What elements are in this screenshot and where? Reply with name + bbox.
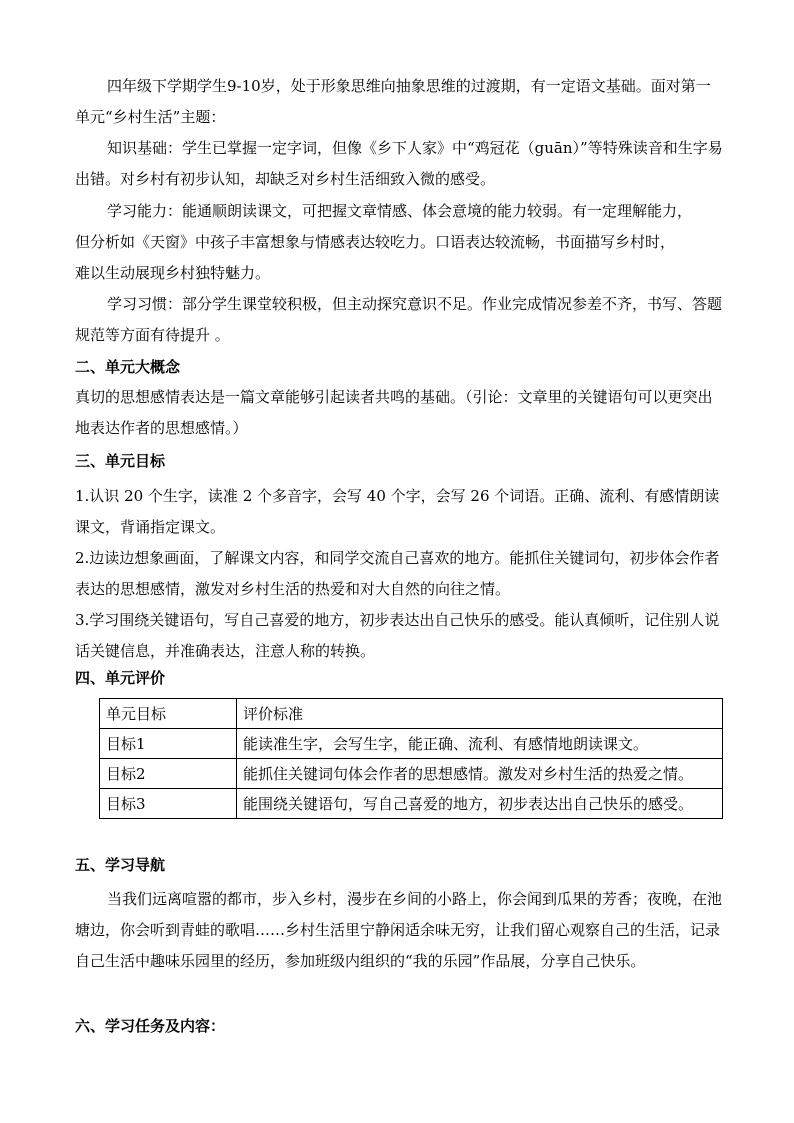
section-heading-unit-goals: 三、单元目标 xyxy=(75,452,166,470)
section-heading-learning-tasks: 六、学习任务及内容： xyxy=(75,1017,226,1035)
table-row xyxy=(100,729,723,759)
table-header-row xyxy=(100,699,723,729)
intro-paragraph-ability-line2: 但分析如《天窗》中孩子丰富想象与情感表达较吃力。口语表达较流畅，书面描写乡村时， xyxy=(75,233,676,251)
table-cell-goal: 目标2 xyxy=(100,759,237,789)
section-heading-learning-navigation: 五、学习导航 xyxy=(75,856,166,874)
unit-goal-3: 3.学习围绕关键语句，写自己喜爱的地方，初步表达出自己快乐的感受。能认真倾听，记住别人说话关键信息，并准确表达，注意人称的转换。 xyxy=(75,611,720,660)
table-row xyxy=(100,789,723,819)
intro-paragraph-ability-line1: 学习能力：能通顺朗读课文，可把握文章情感、体会意境的能力较弱。有一定理解能力， xyxy=(107,202,693,220)
table-cell-criteria: 能围绕关键语句，写自己喜爱的地方，初步表达出自己快乐的感受。 xyxy=(237,789,723,819)
section-heading-big-concept: 二、单元大概念 xyxy=(75,358,181,376)
table-cell-goal: 目标3 xyxy=(100,789,237,819)
table-cell-criteria: 能抓住关键词句体会作者的思想感情。激发对乡村生活的热爱之情。 xyxy=(237,759,723,789)
learning-navigation-text: 当我们远离喧嚣的都市，步入乡村，漫步在乡间的小路上，你会闻到瓜果的芳香；夜晚，在池塘边，你会听到青蛙的歌唱……乡村生活里宁静闲适余味无穷，让我们留心观察自己的生活，记录自己生活中趣味乐园里的经历，参加班级内组织的“我的乐园”作品展，分享自己快乐。 xyxy=(75,890,723,970)
intro-paragraph-knowledge: 知识基础：学生已掌握一定字词，但像《乡下人家》中“鸡冠花（guān）”等特殊读音和生字易出错。对乡村有初步认知，却缺乏对乡村生活细致入微的感受。 xyxy=(75,139,723,188)
big-concept-text: 真切的思想感情表达是一篇文章能够引起读者共鸣的基础。（引论：文章里的关键语句可以更突出地表达作者的思想感情。） xyxy=(75,388,713,437)
unit-goal-1: 1.认识 20 个生字，读准 2 个多音字，会写 40 个字，会写 26 个词语。正确、流利、有感情朗读课文，背诵指定课文。 xyxy=(75,487,720,536)
evaluation-table xyxy=(99,698,723,819)
table-cell-goal: 目标1 xyxy=(100,729,237,759)
table-header-cell: 评价标准 xyxy=(237,699,723,729)
intro-paragraph-habits: 学习习惯：部分学生课堂较积极，但主动探究意识不足。作业完成情况参差不齐，书写、答题规范等方面有待提升 。 xyxy=(75,295,723,344)
intro-paragraph-1: 四年级下学期学生9-10岁，处于形象思维向抽象思维的过渡期，有一定语文基础。面对第一单元“乡村生活”主题： xyxy=(75,77,711,126)
table-cell-criteria: 能读准生字，会写生字，能正确、流利、有感情地朗读课文。 xyxy=(237,729,723,759)
intro-paragraph-ability-line3: 难以生动展现乡村独特魅力。 xyxy=(75,264,271,282)
section-heading-unit-evaluation: 四、单元评价 xyxy=(75,669,166,687)
table-row xyxy=(100,759,723,789)
table-header-cell: 单元目标 xyxy=(100,699,237,729)
unit-goal-2: 2.边读边想象画面，了解课文内容，和同学交流自己喜欢的地方。能抓住关键词句，初步体会作者表达的思想感情，激发对乡村生活的热爱和对大自然的向往之情。 xyxy=(75,549,720,598)
